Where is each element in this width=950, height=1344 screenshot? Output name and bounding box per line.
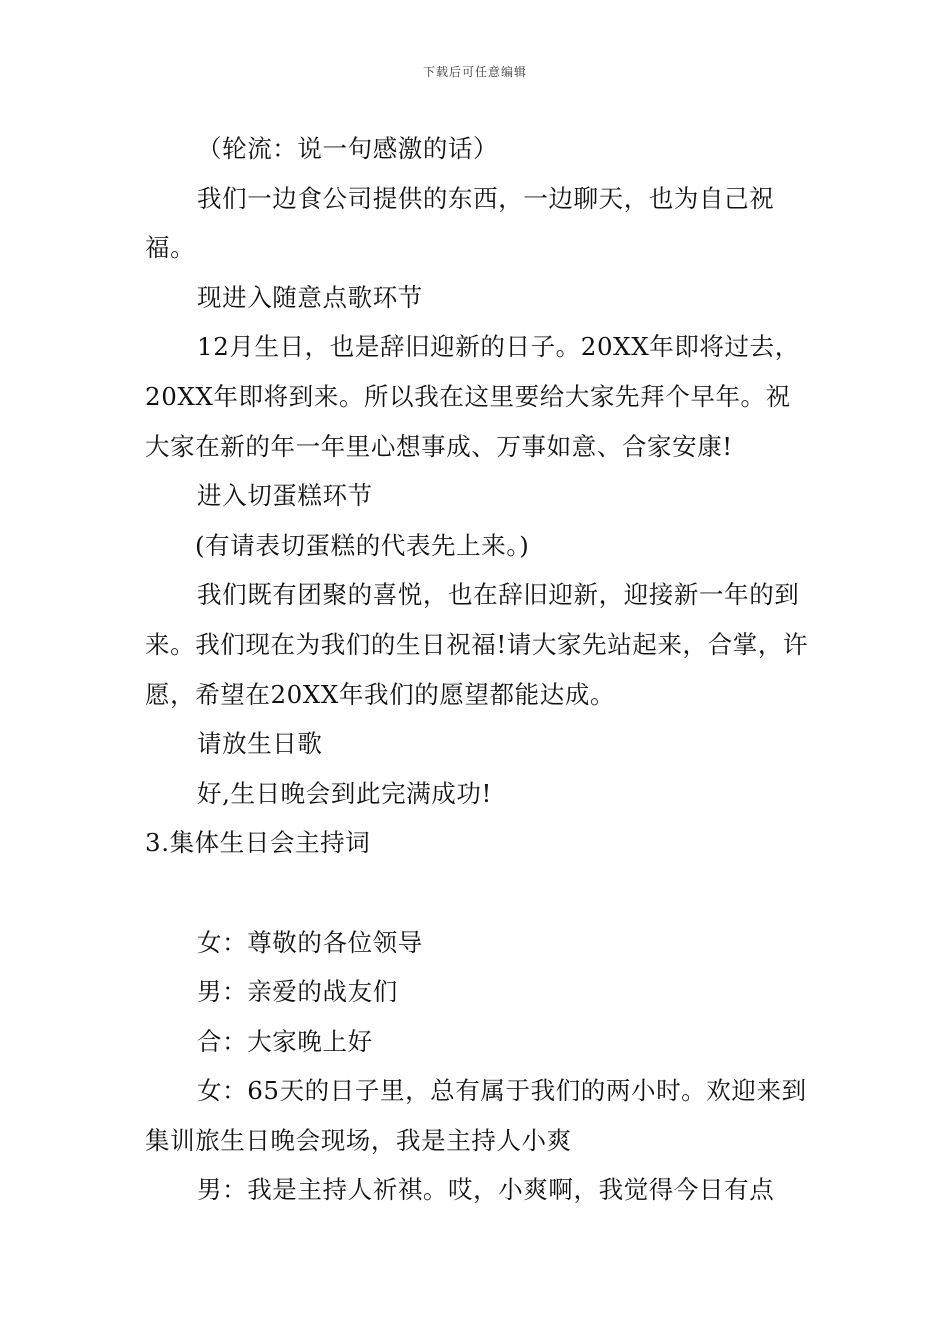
paragraph-make-wish: 我们既有团聚的喜悦，也在辞旧迎新，迎接新一年的到来。我们现在为我们的生日祝福!请大家先站起来，合掌，许愿，希望在20XX年我们的愿望都能达成。 — [145, 580, 809, 709]
page-header-note: 下载后可任意编辑 — [422, 65, 527, 79]
blank-line — [145, 868, 810, 918]
paragraph-closing: 好,生日晚会到此完满成功! — [197, 778, 492, 808]
dialogue-line-female-2: 女：65天的日子里，总有属于我们的两小时。欢迎来到集训旅生日晚会现场，我是主持人小爽 — [145, 1076, 807, 1155]
paragraph-eating-chatting: 我们一边食公司提供的东西，一边聊天，也为自己祝福。 — [145, 183, 775, 263]
dialogue-line-male-1: 男：亲爱的战友们 — [197, 977, 398, 1007]
paragraph-cake-representative: (有请表切蛋糕的代表先上来。) — [195, 530, 530, 560]
section-heading: 3.集体生日会主持词 — [145, 828, 371, 858]
paragraph-song-request: 现进入随意点歌环节 — [197, 282, 423, 312]
paragraph-turn-taking: （轮流：说一句感激的话） — [197, 134, 499, 163]
dialogue-line-together: 合：大家晚上好 — [197, 1026, 373, 1056]
dialogue-line-male-2: 男：我是主持人祈祺。哎，小爽啊，我觉得今日有点 — [197, 1175, 775, 1205]
dialogue-line-female-1: 女：尊敬的各位领导 — [197, 927, 423, 957]
paragraph-birthday-song: 请放生日歌 — [197, 729, 323, 759]
paragraph-new-year-wishes: 12月生日，也是辞旧迎新的日子。20XX年即将过去，20XX年即将到来。所以我在这里要给大家先拜个早年。祝大家在新的年一年里心想事成、万事如意、合家安康! — [145, 332, 800, 461]
document-body — [145, 124, 810, 1215]
paragraph-cake-cutting: 进入切蛋糕环节 — [197, 481, 373, 511]
